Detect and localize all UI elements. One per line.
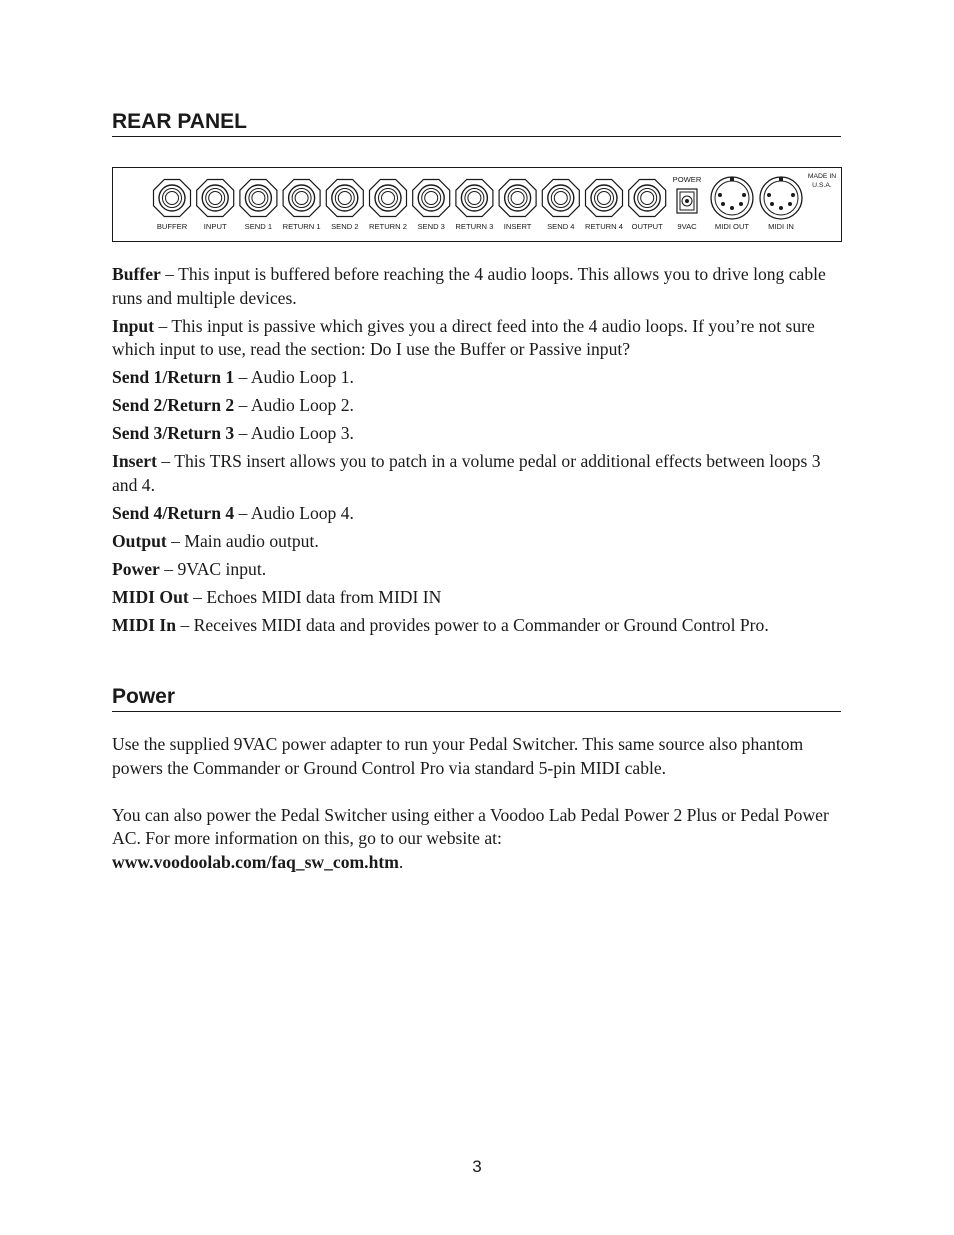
- audio-jack: [455, 180, 493, 232]
- jack-label: SEND 3: [417, 222, 445, 231]
- jack-label: RETURN 3: [455, 222, 494, 231]
- definition-item: [112, 530, 842, 554]
- definition-term: Input: [112, 315, 155, 336]
- definition-text: – This TRS insert allows you to patch in a volume pedal or additional effects between loops 3 and 4.: [112, 451, 821, 495]
- audio-jack: [629, 180, 666, 232]
- definition-item: [112, 614, 842, 638]
- definition-term: Send 2/Return 2: [112, 395, 235, 415]
- definition-item: [112, 450, 842, 497]
- made-in-line2: U.S.A.: [812, 182, 832, 189]
- power-top-label: POWER: [672, 175, 702, 184]
- jack-label: INSERT: [503, 222, 532, 231]
- audio-jack: [499, 180, 536, 232]
- definition-text: – This input is buffered before reaching the 4 audio loops. This allows you to drive long cable runs and multiple devices.: [112, 264, 826, 308]
- definition-term: Send 3/Return 3: [112, 423, 235, 443]
- rear-panel-svg: [112, 167, 842, 242]
- midi-out-label: MIDI OUT: [714, 222, 750, 231]
- definition-term: Send 1/Return 1: [112, 367, 235, 387]
- rear-panel-heading: REAR PANEL: [112, 109, 841, 137]
- definition-text: – Audio Loop 2.: [234, 395, 354, 415]
- audio-jack: [240, 180, 277, 232]
- audio-jack: [542, 180, 579, 232]
- power-paragraph-2: [112, 804, 842, 875]
- definition-text: – Echoes MIDI data from MIDI IN: [188, 586, 442, 607]
- definition-term: Output: [112, 530, 167, 551]
- audio-jack: [154, 180, 191, 232]
- definition-text: – 9VAC input.: [159, 558, 267, 579]
- definition-text: – Audio Loop 3.: [234, 423, 354, 443]
- jack-label: OUTPUT: [631, 222, 663, 231]
- definition-item: [112, 315, 842, 362]
- definition-item: [112, 394, 842, 418]
- page-number: 3: [472, 1157, 482, 1176]
- jack-label: SEND 2: [331, 222, 359, 231]
- definition-item: [112, 586, 842, 610]
- definition-text: – Receives MIDI data and provides power to a Commander or Ground Control Pro.: [176, 614, 769, 635]
- power-paragraph-2-text: You can also power the Pedal Switcher using either a Voodoo Lab Pedal Power 2 Plus or Pedal Power AC. For more information on this, go to our website at:: [112, 804, 829, 848]
- made-in-line1: MADE IN: [807, 173, 837, 180]
- jack-label: BUFFER: [156, 222, 188, 231]
- definition-term: Power: [112, 558, 160, 579]
- power-section-body: [112, 733, 842, 898]
- audio-jack: [283, 180, 321, 232]
- rear-panel-diagram: [112, 167, 842, 242]
- website-link[interactable]: www.voodoolab.com/faq_sw_com.htm: [112, 851, 399, 872]
- jack-label: RETURN 2: [369, 222, 407, 231]
- audio-jack: [369, 180, 407, 232]
- power-jack: [677, 189, 697, 213]
- rear-panel-definitions: [112, 263, 842, 642]
- definition-term: Send 4/Return 4: [112, 502, 235, 523]
- definition-text: – Audio Loop 1.: [234, 367, 354, 387]
- jack-label: INPUT: [203, 222, 227, 231]
- midi-out-connector: [711, 177, 753, 219]
- definition-item: [112, 263, 842, 310]
- jack-label: SEND 4: [547, 222, 575, 231]
- midi-in-label: MIDI IN: [768, 222, 794, 231]
- audio-jack: [585, 180, 623, 232]
- power-heading: Power: [112, 684, 841, 712]
- definition-text: – Audio Loop 4.: [234, 502, 354, 523]
- midi-in-connector: [760, 177, 802, 219]
- definition-term: MIDI In: [112, 614, 177, 635]
- definition-term: Buffer: [112, 264, 161, 284]
- definition-text: – This input is passive which gives you a direct feed into the 4 audio loops. If you’re not sure which input to use, read the section: Do I use the Buffer or Passive input?: [112, 315, 815, 359]
- definition-text: – Main audio output.: [166, 530, 319, 551]
- definition-item: [112, 422, 842, 446]
- jack-label: RETURN 4: [585, 222, 623, 231]
- definition-item: [112, 502, 842, 526]
- definition-item: [112, 558, 842, 582]
- jack-label: RETURN 1: [282, 222, 321, 231]
- power-paragraph-1: Use the supplied 9VAC power adapter to run your Pedal Switcher. This same source also phantom powers the Commander or Ground Control Pro via standard 5-pin MIDI cable.: [112, 734, 804, 778]
- definition-item: [112, 366, 842, 390]
- audio-jack: [326, 180, 363, 232]
- definition-term: Insert: [112, 451, 157, 471]
- jack-label: SEND 1: [244, 222, 273, 231]
- audio-jack: [413, 180, 450, 232]
- website-suffix: .: [398, 851, 404, 872]
- power-label: 9VAC: [677, 222, 697, 231]
- definition-term: MIDI Out: [112, 586, 189, 607]
